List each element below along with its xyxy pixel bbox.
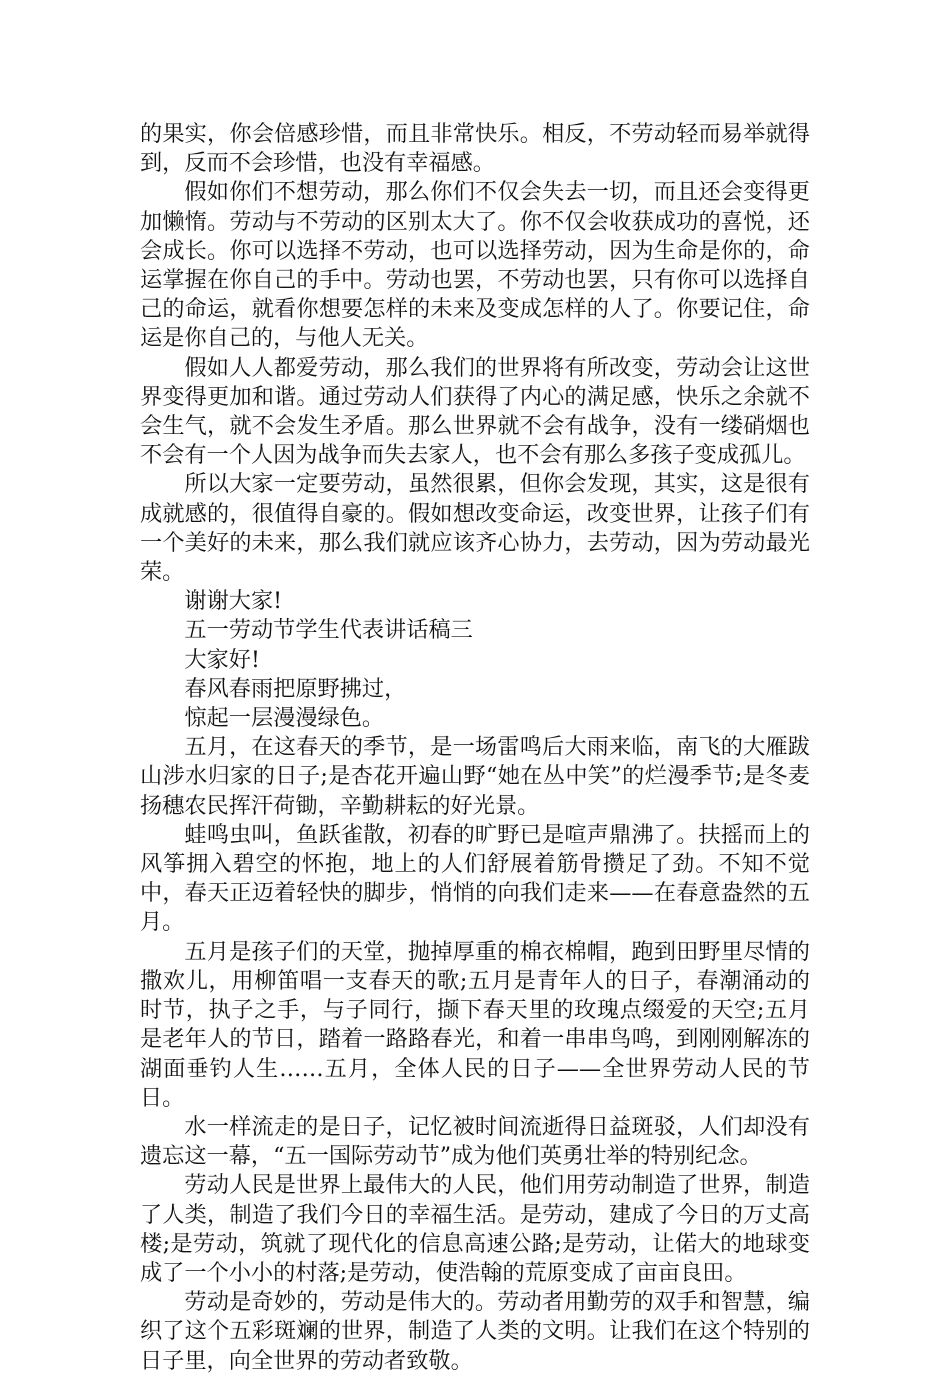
closing-thanks: 谢谢大家!: [184, 588, 283, 615]
paragraph-11: 蛙鸣虫叫，鱼跃雀散，初春的旷野已是喧声鼎沸了。扶摇而上的风筝拥入碧空的怀抱，地上的人们舒展着筋骨攒足了劲。不知不觉中，春天正迈着轻快的脚步，悄悄的向我们走来——在春意盎然的五月。: [140, 821, 810, 936]
document-page: [140, 120, 810, 1376]
paragraph-3: 假如人人都爱劳动，那么我们的世界将有所改变，劳动会让这世界变得更加和谐。通过劳动人们获得了内心的满足感，快乐之余就不会生气，就不会发生矛盾。那么世界就不会有战争，没有一缕硝烟也不会有一个人因为战争而失去家人，也不会有那么多孩子变成孤儿。: [140, 354, 810, 469]
paragraph-15: 劳动是奇妙的，劳动是伟大的。劳动者用勤劳的双手和智慧，编织了这个五彩斑斓的世界，制造了人类的文明。让我们在这个特别的日子里，向全世界的劳动者致敬。: [140, 1289, 810, 1374]
paragraph-1: 的果实，你会倍感珍惜，而且非常快乐。相反，不劳动轻而易举就得到，反而不会珍惜，也没有幸福感。: [140, 121, 810, 177]
greeting: 大家好!: [184, 646, 260, 673]
verse-line-2: 惊起一层漫漫绿色。: [184, 705, 385, 732]
paragraph-12: 五月是孩子们的天堂，抛掉厚重的棉衣棉帽，跑到田野里尽情的撒欢儿，用柳笛唱一支春天的歌;五月是青年人的日子，春潮涌动的时节，执子之手，与子同行，撷下春天里的玫瑰点缀爱的天空;五月是老年人的节日，踏着一路路春光，和着一串串鸟鸣，到刚刚解冻的湖面垂钓人生……五月，全体人民的日子——全世界劳动人民的节日。: [140, 938, 810, 1111]
paragraph-10: 五月，在这春天的季节，是一场雷鸣后大雨来临，南飞的大雁跋山涉水归家的日子;是杏花开遍山野“她在丛中笑”的烂漫季节;是冬麦扬穗农民挥汗荷锄，辛勤耕耘的好光景。: [140, 734, 810, 819]
speech-title: 五一劳动节学生代表讲话稿三: [184, 617, 473, 644]
verse-line-1: 春风春雨把原野拂过，: [184, 675, 407, 702]
paragraph-14: 劳动人民是世界上最伟大的人民，他们用劳动制造了世界，制造了人类，制造了我们今日的幸福生活。是劳动，建成了今日的万丈高楼;是劳动，筑就了现代化的信息高速公路;是劳动，让偌大的地球变成了一个小小的村落;是劳动，使浩翰的荒原变成了亩亩良田。: [140, 1172, 810, 1286]
paragraph-13: 水一样流走的是日子，记忆被时间流逝得日益斑驳，人们却没有遗忘这一幕，“五一国际劳动节”成为他们英勇壮举的特别纪念。: [140, 1113, 810, 1170]
paragraph-2: 假如你们不想劳动，那么你们不仅会失去一切，而且还会变得更加懒惰。劳动与不劳动的区别太大了。你不仅会收获成功的喜悦，还会成长。你可以选择不劳动，也可以选择劳动，因为生命是你的，命运掌握在你自己的手中。劳动也罢，不劳动也罢，只有你可以选择自己的命运，就看你想要怎样的未来及变成怎样的人了。你要记住，命运是你自己的，与他人无关。: [140, 179, 810, 352]
paragraph-4: 所以大家一定要劳动，虽然很累，但你会发现，其实，这是很有成就感的，很值得自豪的。假如想改变命运，改变世界，让孩子们有一个美好的未来，那么我们就应该齐心协力，去劳动，因为劳动最光荣。: [140, 471, 810, 586]
